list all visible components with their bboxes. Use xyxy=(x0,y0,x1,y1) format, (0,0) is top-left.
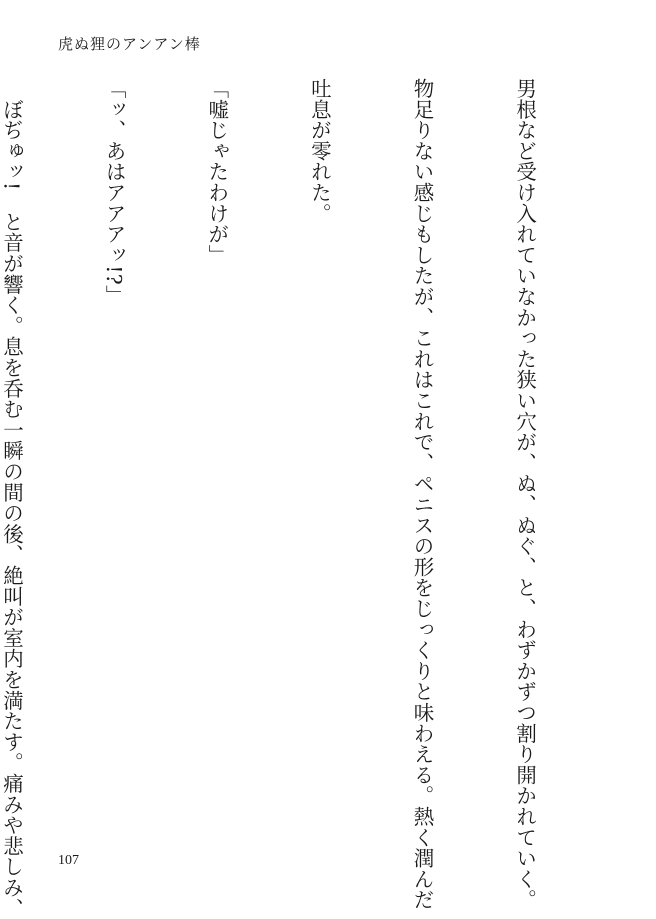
running-head-title: 虎ぬ狸のアンアン棒 xyxy=(58,35,201,53)
text-line: 吐息が零れた。 xyxy=(307,78,332,224)
text-line: 「嘘じゃたわけが」 xyxy=(204,78,229,266)
text-line: ぼぢゅッ! と音が響く。息を呑む一瞬の間の後、絶叫が室内を満たす。痛みや悲しみ、 xyxy=(0,78,24,919)
text-line: 「ッ、あはアアアッ!?」 xyxy=(102,78,127,306)
text-line: 男根など受け入れていなかった狭い穴が、ぬ、ぬぐ、と、わずかずつ割り開かれていく。 xyxy=(512,78,537,910)
text-line: 物足りない感じもしたが、これはこれで、ペニスの形をじっくりと味わえる。熱く潤んだ xyxy=(409,78,434,910)
page-number: 107 xyxy=(58,853,79,868)
